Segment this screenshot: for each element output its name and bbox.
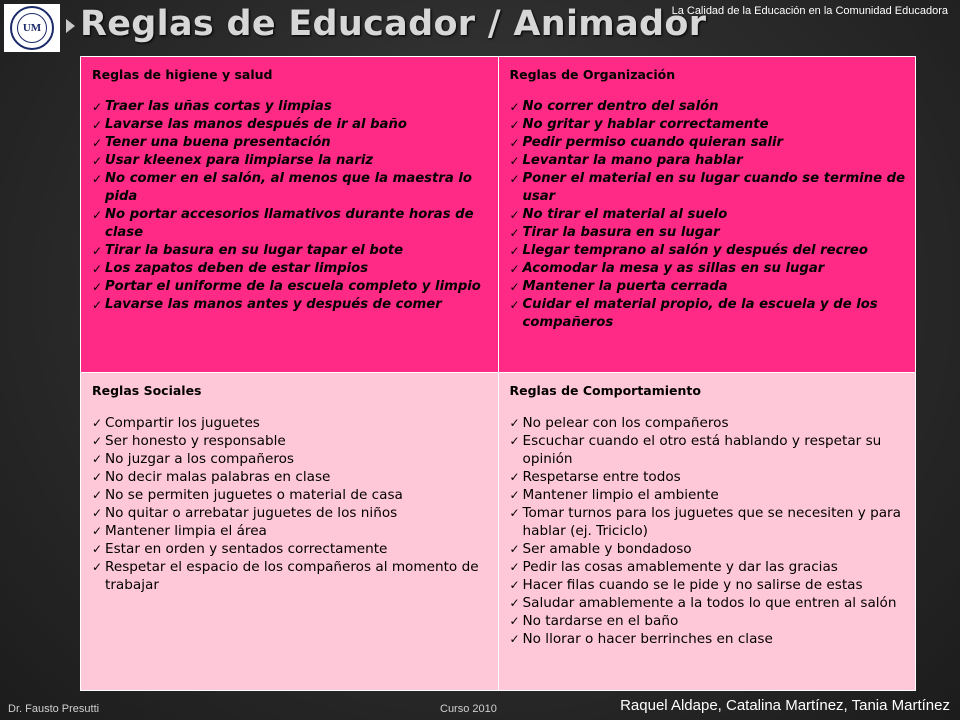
logo-seal-icon — [10, 6, 54, 50]
list-item-text: Los zapatos deben de estar limpios — [105, 261, 369, 276]
check-bullet-icon: ✓ — [509, 226, 520, 240]
list-item — [510, 296, 906, 332]
list-item-text: No pelear con los compañeros — [522, 415, 729, 431]
list-item-text: Ser honesto y responsable — [105, 433, 286, 449]
check-bullet-icon: ✓ — [92, 136, 103, 150]
cell-heading: Reglas Sociales — [92, 383, 202, 398]
list-item-text: Usar kleenex para limpiarse la nariz — [105, 153, 374, 168]
list-item — [510, 576, 906, 594]
check-bullet-icon: ✓ — [92, 470, 103, 484]
cell-behavior-rules — [498, 373, 916, 691]
table-row — [81, 373, 916, 691]
check-bullet-icon: ✓ — [92, 244, 103, 258]
list-item — [510, 612, 906, 630]
list-item-text: No gritar y hablar correctamente — [522, 117, 769, 132]
check-bullet-icon: ✓ — [509, 118, 520, 132]
list-item-text: Compartir los juguetes — [105, 415, 260, 431]
list-item-text: Tirar la basura en su lugar — [522, 225, 720, 240]
check-bullet-icon: ✓ — [509, 506, 520, 520]
check-bullet-icon: ✓ — [509, 416, 520, 430]
list-item-text: No tirar el material al suelo — [522, 207, 728, 222]
check-bullet-icon: ✓ — [92, 298, 103, 312]
list-item-text: No decir malas palabras en clase — [105, 469, 331, 485]
check-bullet-icon: ✓ — [509, 578, 520, 592]
list-item — [92, 134, 488, 152]
list-item — [510, 486, 906, 504]
list-item — [92, 522, 488, 540]
list-item-text: No comer en el salón, al menos que la maestra lo pida — [105, 171, 472, 204]
check-bullet-icon: ✓ — [92, 560, 103, 574]
list-item-text: Tener una buena presentación — [105, 135, 331, 150]
list-item — [92, 152, 488, 170]
check-bullet-icon: ✓ — [92, 416, 103, 430]
check-bullet-icon: ✓ — [92, 506, 103, 520]
list-item-text: Mantener la puerta cerrada — [522, 279, 728, 294]
list-item — [92, 558, 488, 594]
list-item-text: No llorar o hacer berrinches en clase — [522, 631, 773, 647]
list-item — [92, 486, 488, 504]
university-logo — [4, 4, 60, 52]
list-item — [92, 170, 488, 206]
title-arrow-icon — [66, 19, 75, 33]
cell-hygiene-rules — [81, 57, 499, 373]
check-bullet-icon: ✓ — [509, 172, 520, 186]
list-item-text: Pedir permiso cuando quieran salir — [522, 135, 784, 150]
list-item — [510, 152, 906, 170]
check-bullet-icon: ✓ — [92, 154, 103, 168]
cell-organization-rules — [498, 57, 916, 373]
check-bullet-icon: ✓ — [509, 100, 520, 114]
list-item-text: Acomodar la mesa y as sillas en su lugar — [522, 261, 825, 276]
check-bullet-icon: ✓ — [509, 542, 520, 556]
list-item-text: No quitar o arrebatar juguetes de los niños — [105, 505, 398, 521]
list-item-text: Pedir las cosas amablemente y dar las gracias — [522, 559, 838, 575]
header-subtitle: La Calidad de la Educación en la Comunidad Educadora — [671, 5, 948, 17]
list-item — [510, 558, 906, 576]
check-bullet-icon: ✓ — [509, 596, 520, 610]
list-item-text: Levantar la mano para hablar — [522, 153, 743, 168]
list-item-text: Mantener limpia el área — [105, 523, 267, 539]
list-item-text: No portar accesorios llamativos durante horas de clase — [105, 207, 474, 240]
check-bullet-icon: ✓ — [92, 434, 103, 448]
list-item — [92, 206, 488, 242]
rule-list — [92, 414, 488, 594]
list-item-text: Traer las uñas cortas y limpias — [105, 99, 332, 114]
check-bullet-icon: ✓ — [509, 244, 520, 258]
footer-author: Dr. Fausto Presutti — [8, 703, 100, 715]
list-item-text: Tomar turnos para los juguetes que se necesiten y para hablar (ej. Triciclo) — [522, 505, 901, 539]
list-item — [510, 134, 906, 152]
list-item — [92, 242, 488, 260]
list-item — [510, 594, 906, 612]
list-item-text: Estar en orden y sentados correctamente — [105, 541, 388, 557]
list-item-text: Mantener limpio el ambiente — [522, 487, 719, 503]
check-bullet-icon: ✓ — [509, 470, 520, 484]
check-bullet-icon: ✓ — [92, 118, 103, 132]
check-bullet-icon: ✓ — [509, 136, 520, 150]
list-item — [510, 206, 906, 224]
list-item-text: Respetar el espacio de los compañeros al momento de trabajar — [105, 559, 479, 593]
list-item — [92, 468, 488, 486]
cell-heading: Reglas de Organización — [509, 67, 676, 82]
list-item — [510, 468, 906, 486]
list-item — [510, 504, 906, 540]
cell-social-rules — [81, 373, 499, 691]
list-item — [92, 432, 488, 450]
cell-heading: Reglas de higiene y salud — [92, 67, 273, 82]
list-item-text: No correr dentro del salón — [522, 99, 719, 114]
list-item — [92, 260, 488, 278]
list-item — [92, 540, 488, 558]
list-item — [510, 116, 906, 134]
list-item — [510, 414, 906, 432]
check-bullet-icon: ✓ — [509, 488, 520, 502]
list-item-text: Escuchar cuando el otro está hablando y respetar su opinión — [522, 433, 882, 467]
rules-table — [80, 56, 916, 691]
list-item — [92, 278, 488, 296]
list-item — [510, 278, 906, 296]
table-row — [81, 57, 916, 373]
logo-text: UM — [17, 13, 47, 43]
list-item — [510, 98, 906, 116]
list-item-text: Tirar la basura en su lugar tapar el bote — [105, 243, 404, 258]
list-item — [92, 98, 488, 116]
list-item-text: Hacer filas cuando se le pide y no salirse de estas — [522, 577, 863, 593]
list-item-text: Lavarse las manos antes y después de comer — [105, 297, 442, 312]
check-bullet-icon: ✓ — [92, 488, 103, 502]
check-bullet-icon: ✓ — [509, 280, 520, 294]
list-item — [510, 170, 906, 206]
check-bullet-icon: ✓ — [92, 262, 103, 276]
list-item — [510, 242, 906, 260]
check-bullet-icon: ✓ — [92, 280, 103, 294]
list-item-text: Lavarse las manos después de ir al baño — [105, 117, 407, 132]
check-bullet-icon: ✓ — [509, 208, 520, 222]
rule-list — [510, 414, 906, 648]
list-item — [92, 296, 488, 314]
check-bullet-icon: ✓ — [92, 524, 103, 538]
check-bullet-icon: ✓ — [509, 632, 520, 646]
list-item — [92, 116, 488, 134]
list-item-text: Poner el material en su lugar cuando se termine de usar — [522, 171, 906, 204]
footer-course: Curso 2010 — [440, 703, 497, 715]
check-bullet-icon: ✓ — [509, 154, 520, 168]
list-item — [510, 540, 906, 558]
list-item-text: Saludar amablemente a la todos lo que entren al salón — [522, 595, 897, 611]
list-item — [510, 630, 906, 648]
check-bullet-icon: ✓ — [92, 172, 103, 186]
check-bullet-icon: ✓ — [509, 434, 520, 448]
check-bullet-icon: ✓ — [92, 542, 103, 556]
check-bullet-icon: ✓ — [509, 560, 520, 574]
list-item-text: No juzgar a los compañeros — [105, 451, 295, 467]
check-bullet-icon: ✓ — [509, 298, 520, 312]
list-item-text: Cuidar el material propio, de la escuela y de los compañeros — [522, 297, 878, 330]
list-item-text: No se permiten juguetes o material de casa — [105, 487, 403, 503]
list-item-text: Portar el uniforme de la escuela completo y limpio — [105, 279, 481, 294]
footer-authors: Raquel Aldape, Catalina Martínez, Tania Martínez — [620, 697, 950, 714]
list-item-text: No tardarse en el baño — [522, 613, 679, 629]
check-bullet-icon: ✓ — [509, 262, 520, 276]
check-bullet-icon: ✓ — [509, 614, 520, 628]
list-item — [510, 224, 906, 242]
check-bullet-icon: ✓ — [92, 452, 103, 466]
cell-heading: Reglas de Comportamiento — [509, 383, 701, 398]
list-item — [92, 450, 488, 468]
check-bullet-icon: ✓ — [92, 100, 103, 114]
check-bullet-icon: ✓ — [92, 208, 103, 222]
list-item — [92, 504, 488, 522]
list-item — [510, 260, 906, 278]
rule-list — [510, 98, 906, 332]
page-title: Reglas de Educador / Animador — [80, 4, 707, 44]
list-item-text: Ser amable y bondadoso — [522, 541, 692, 557]
list-item-text: Llegar temprano al salón y después del recreo — [522, 243, 868, 258]
list-item-text: Respetarse entre todos — [522, 469, 681, 485]
list-item — [510, 432, 906, 468]
rule-list — [92, 98, 488, 314]
list-item — [92, 414, 488, 432]
